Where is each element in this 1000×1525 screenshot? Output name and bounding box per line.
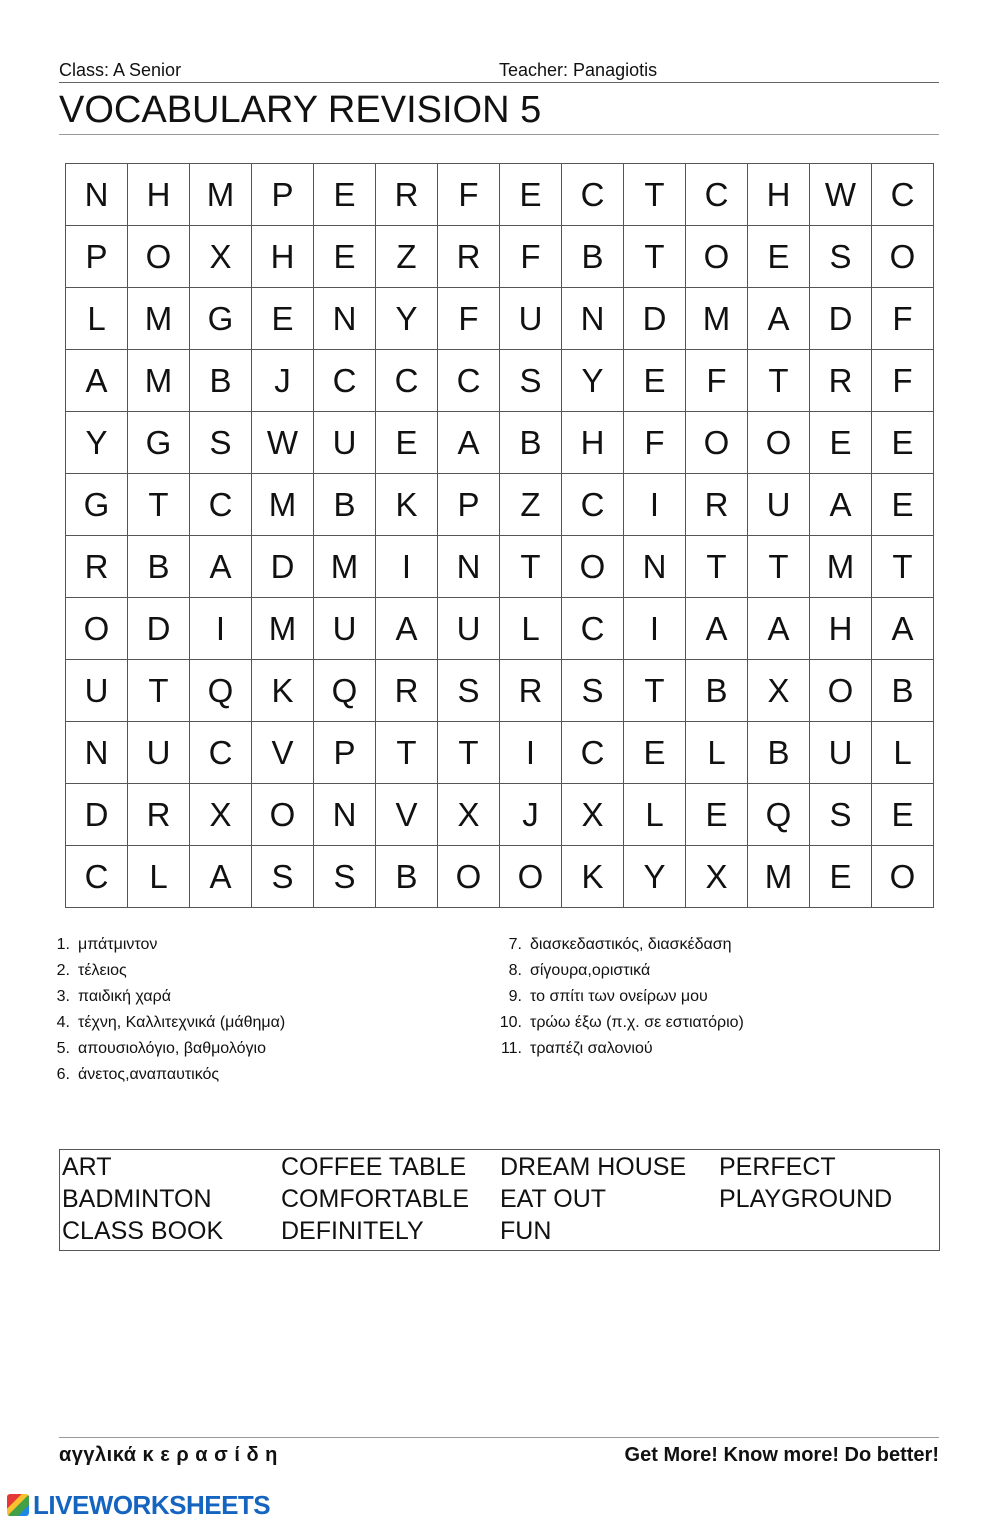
grid-cell[interactable]: O: [748, 412, 810, 474]
grid-row: [66, 412, 934, 474]
grid-cell[interactable]: E: [624, 722, 686, 784]
grid-cell[interactable]: M: [128, 350, 190, 412]
grid-cell[interactable]: X: [190, 226, 252, 288]
grid-cell[interactable]: C: [314, 350, 376, 412]
grid-cell[interactable]: Y: [624, 846, 686, 908]
clue-item: [36, 960, 285, 986]
grid-cell[interactable]: P: [314, 722, 376, 784]
grid-cell[interactable]: U: [438, 598, 500, 660]
word-bank-item: DEFINITELY: [281, 1217, 424, 1245]
grid-cell[interactable]: B: [500, 412, 562, 474]
grid-cell[interactable]: F: [624, 412, 686, 474]
grid-cell[interactable]: H: [562, 412, 624, 474]
grid-cell[interactable]: M: [314, 536, 376, 598]
clue-number: 2.: [56, 962, 70, 979]
grid-row: [66, 350, 934, 412]
grid-cell[interactable]: H: [128, 164, 190, 226]
grid-cell[interactable]: P: [252, 164, 314, 226]
clue-number: 10.: [499, 1014, 522, 1031]
word-bank: [59, 1149, 940, 1251]
grid-cell[interactable]: V: [252, 722, 314, 784]
clue-text: σίγουρα,οριστικά: [530, 962, 651, 979]
grid-cell[interactable]: F: [500, 226, 562, 288]
grid-cell[interactable]: E: [252, 288, 314, 350]
clue-text: τρώω έξω (π.χ. σε εστιατόριο): [530, 1014, 744, 1031]
grid-cell[interactable]: N: [562, 288, 624, 350]
clue-text: μπάτμιντον: [78, 936, 158, 953]
grid-cell[interactable]: F: [872, 350, 934, 412]
grid-cell[interactable]: O: [66, 598, 128, 660]
clue-list-right: [488, 934, 744, 1064]
grid-cell[interactable]: S: [500, 350, 562, 412]
clue-number: 11.: [500, 1040, 522, 1057]
grid-cell[interactable]: E: [810, 412, 872, 474]
grid-cell[interactable]: M: [748, 846, 810, 908]
grid-cell[interactable]: H: [748, 164, 810, 226]
grid-cell[interactable]: S: [810, 226, 872, 288]
clue-item: [488, 1012, 744, 1038]
grid-cell[interactable]: I: [190, 598, 252, 660]
grid-cell[interactable]: T: [624, 226, 686, 288]
grid-cell[interactable]: T: [624, 164, 686, 226]
grid-cell[interactable]: U: [810, 722, 872, 784]
grid-cell[interactable]: C: [562, 722, 624, 784]
grid-cell[interactable]: L: [872, 722, 934, 784]
teacher-label: Teacher: Panagiotis: [499, 60, 658, 80]
word-bank-item: EAT OUT: [500, 1185, 607, 1213]
grid-cell[interactable]: D: [128, 598, 190, 660]
worksheet-title: VOCABULARY REVISION 5: [59, 88, 939, 135]
grid-cell[interactable]: B: [376, 846, 438, 908]
grid-cell[interactable]: C: [872, 164, 934, 226]
grid-cell[interactable]: M: [810, 536, 872, 598]
grid-cell[interactable]: P: [438, 474, 500, 536]
clue-list-left: [36, 934, 285, 1090]
clue-text: τέλειος: [78, 962, 127, 979]
grid-cell[interactable]: S: [252, 846, 314, 908]
grid-cell[interactable]: X: [438, 784, 500, 846]
grid-cell[interactable]: S: [438, 660, 500, 722]
grid-cell[interactable]: O: [810, 660, 872, 722]
clue-number: 8.: [508, 962, 522, 979]
grid-cell[interactable]: N: [438, 536, 500, 598]
footer: [59, 1437, 939, 1472]
word-bank-item: CLASS BOOK: [62, 1217, 224, 1245]
clue-number: 4.: [56, 1014, 70, 1031]
grid-cell[interactable]: O: [252, 784, 314, 846]
grid-row: [66, 536, 934, 598]
grid-cell[interactable]: A: [686, 598, 748, 660]
grid-cell[interactable]: M: [686, 288, 748, 350]
grid-row: [66, 598, 934, 660]
grid-cell[interactable]: C: [562, 474, 624, 536]
grid-cell[interactable]: B: [190, 350, 252, 412]
grid-cell[interactable]: B: [314, 474, 376, 536]
grid-cell[interactable]: G: [190, 288, 252, 350]
logo-text: LIVEWORKSHEETS: [33, 1489, 271, 1520]
grid-cell[interactable]: V: [376, 784, 438, 846]
grid-cell[interactable]: S: [314, 846, 376, 908]
clue-item: [36, 934, 285, 960]
grid-cell[interactable]: O: [500, 846, 562, 908]
grid-cell[interactable]: I: [624, 598, 686, 660]
grid-cell[interactable]: M: [128, 288, 190, 350]
grid-cell[interactable]: K: [376, 474, 438, 536]
clue-text: τέχνη, Καλλιτεχνικά (μάθημα): [78, 1014, 286, 1031]
grid-cell[interactable]: W: [252, 412, 314, 474]
grid-cell[interactable]: M: [252, 598, 314, 660]
grid-cell[interactable]: Q: [748, 784, 810, 846]
grid-cell[interactable]: Z: [500, 474, 562, 536]
grid-cell[interactable]: S: [562, 660, 624, 722]
grid-cell[interactable]: F: [686, 350, 748, 412]
grid-cell[interactable]: O: [686, 412, 748, 474]
grid-cell[interactable]: A: [66, 350, 128, 412]
grid-cell[interactable]: X: [562, 784, 624, 846]
grid-cell[interactable]: Y: [66, 412, 128, 474]
grid-cell[interactable]: E: [314, 226, 376, 288]
grid-cell[interactable]: R: [500, 660, 562, 722]
grid-cell[interactable]: E: [872, 474, 934, 536]
grid-cell[interactable]: B: [872, 660, 934, 722]
clue-item: [36, 986, 285, 1012]
grid-cell[interactable]: L: [128, 846, 190, 908]
liveworksheets-logo[interactable]: [7, 1490, 270, 1520]
grid-cell[interactable]: C: [562, 598, 624, 660]
grid-cell[interactable]: E: [500, 164, 562, 226]
grid-cell[interactable]: N: [314, 784, 376, 846]
grid-cell[interactable]: N: [66, 722, 128, 784]
grid-cell[interactable]: E: [624, 350, 686, 412]
grid-cell[interactable]: Q: [314, 660, 376, 722]
grid-cell[interactable]: F: [872, 288, 934, 350]
clue-number: 9.: [508, 988, 522, 1005]
word-bank-item: FUN: [500, 1217, 552, 1245]
grid-cell[interactable]: A: [190, 846, 252, 908]
grid-cell[interactable]: R: [376, 164, 438, 226]
grid-cell[interactable]: O: [872, 846, 934, 908]
grid-cell[interactable]: E: [810, 846, 872, 908]
clue-item: [36, 1038, 285, 1064]
grid-cell[interactable]: Y: [376, 288, 438, 350]
grid-cell[interactable]: U: [500, 288, 562, 350]
grid-cell[interactable]: K: [562, 846, 624, 908]
clue-item: [488, 934, 744, 960]
word-bank-item: COMFORTABLE: [281, 1185, 469, 1213]
clue-number: 6.: [56, 1066, 70, 1083]
grid-cell[interactable]: N: [66, 164, 128, 226]
clue-item: [36, 1064, 285, 1090]
grid-cell[interactable]: L: [66, 288, 128, 350]
footer-slogan: Get More! Know more! Do better!: [624, 1444, 939, 1466]
grid-cell[interactable]: G: [128, 412, 190, 474]
grid-row: [66, 474, 934, 536]
grid-row: [66, 722, 934, 784]
grid-cell[interactable]: B: [128, 536, 190, 598]
grid-cell[interactable]: Z: [376, 226, 438, 288]
grid-cell[interactable]: R: [438, 226, 500, 288]
grid-cell[interactable]: M: [190, 164, 252, 226]
grid-cell[interactable]: U: [66, 660, 128, 722]
grid-cell[interactable]: E: [872, 784, 934, 846]
footer-left-text: αγγλικά κ ε ρ α σ ί δ η: [59, 1444, 278, 1466]
grid-cell[interactable]: R: [66, 536, 128, 598]
grid-cell[interactable]: H: [252, 226, 314, 288]
grid-cell[interactable]: G: [66, 474, 128, 536]
grid-cell[interactable]: J: [500, 784, 562, 846]
grid-cell[interactable]: I: [376, 536, 438, 598]
grid-cell[interactable]: C: [190, 474, 252, 536]
clue-number: 3.: [56, 988, 70, 1005]
clue-item: [36, 1012, 285, 1038]
grid-cell[interactable]: B: [562, 226, 624, 288]
clue-text: παιδική χαρά: [78, 988, 171, 1005]
grid-cell[interactable]: H: [810, 598, 872, 660]
grid-row: [66, 660, 934, 722]
grid-cell[interactable]: T: [624, 660, 686, 722]
grid-row: [66, 846, 934, 908]
grid-cell[interactable]: K: [252, 660, 314, 722]
grid-cell[interactable]: X: [190, 784, 252, 846]
grid-cell[interactable]: T: [128, 474, 190, 536]
grid-cell[interactable]: D: [624, 288, 686, 350]
grid-cell[interactable]: C: [562, 164, 624, 226]
grid-cell[interactable]: D: [810, 288, 872, 350]
grid-cell[interactable]: E: [686, 784, 748, 846]
class-label: Class: A Senior: [59, 60, 182, 80]
grid-cell[interactable]: U: [314, 412, 376, 474]
grid-cell[interactable]: P: [66, 226, 128, 288]
grid-cell[interactable]: U: [128, 722, 190, 784]
clue-item: [488, 960, 744, 986]
grid-cell[interactable]: E: [748, 226, 810, 288]
clue-text: το σπίτι των ονείρων μου: [530, 988, 708, 1005]
clue-item: [488, 1038, 744, 1064]
grid-cell[interactable]: R: [686, 474, 748, 536]
grid-cell[interactable]: A: [376, 598, 438, 660]
grid-cell[interactable]: A: [190, 536, 252, 598]
grid-cell[interactable]: S: [810, 784, 872, 846]
grid-cell[interactable]: D: [252, 536, 314, 598]
logo-icon: [7, 1494, 29, 1516]
clue-number: 1.: [56, 936, 70, 953]
word-bank-item: BADMINTON: [62, 1185, 212, 1213]
grid-cell[interactable]: W: [810, 164, 872, 226]
grid-row: [66, 288, 934, 350]
word-bank-item: ART: [62, 1153, 112, 1181]
grid-cell[interactable]: C: [686, 164, 748, 226]
grid-cell[interactable]: E: [314, 164, 376, 226]
grid-cell[interactable]: F: [438, 164, 500, 226]
grid-cell[interactable]: E: [376, 412, 438, 474]
grid-cell[interactable]: L: [624, 784, 686, 846]
grid-cell[interactable]: O: [562, 536, 624, 598]
grid-cell[interactable]: T: [748, 536, 810, 598]
grid-cell[interactable]: U: [748, 474, 810, 536]
grid-row: [66, 784, 934, 846]
grid-cell[interactable]: T: [128, 660, 190, 722]
grid-cell[interactable]: M: [252, 474, 314, 536]
grid-cell[interactable]: C: [66, 846, 128, 908]
grid-cell[interactable]: C: [190, 722, 252, 784]
grid-cell[interactable]: A: [748, 288, 810, 350]
grid-cell[interactable]: T: [748, 350, 810, 412]
grid-cell[interactable]: B: [686, 660, 748, 722]
grid-cell[interactable]: I: [624, 474, 686, 536]
grid-cell[interactable]: R: [128, 784, 190, 846]
grid-cell[interactable]: O: [128, 226, 190, 288]
word-bank-item: COFFEE TABLE: [281, 1153, 467, 1181]
grid-cell[interactable]: N: [314, 288, 376, 350]
grid-row: [66, 164, 934, 226]
grid-cell[interactable]: T: [376, 722, 438, 784]
grid-cell[interactable]: A: [872, 598, 934, 660]
grid-cell[interactable]: A: [810, 474, 872, 536]
word-bank-item: DREAM HOUSE: [500, 1153, 687, 1181]
grid-cell[interactable]: L: [686, 722, 748, 784]
clue-item: [488, 986, 744, 1012]
grid-cell[interactable]: N: [624, 536, 686, 598]
grid-cell[interactable]: R: [810, 350, 872, 412]
grid-cell[interactable]: T: [500, 536, 562, 598]
grid-cell[interactable]: I: [500, 722, 562, 784]
grid-cell[interactable]: Q: [190, 660, 252, 722]
grid-cell[interactable]: Y: [562, 350, 624, 412]
grid-cell[interactable]: T: [686, 536, 748, 598]
clue-text: διασκεδαστικός, διασκέδαση: [530, 936, 732, 953]
grid-cell[interactable]: L: [500, 598, 562, 660]
grid-cell[interactable]: T: [872, 536, 934, 598]
grid-cell[interactable]: S: [190, 412, 252, 474]
grid-cell[interactable]: A: [438, 412, 500, 474]
clue-number: 7.: [508, 936, 522, 953]
grid-cell[interactable]: O: [872, 226, 934, 288]
word-bank-item: PERFECT: [719, 1153, 836, 1181]
grid-cell[interactable]: O: [686, 226, 748, 288]
grid-cell[interactable]: F: [438, 288, 500, 350]
grid-cell[interactable]: B: [748, 722, 810, 784]
header-row: [59, 58, 939, 83]
clue-text: απουσιολόγιο, βαθμολόγιο: [78, 1040, 267, 1057]
grid-row: [66, 226, 934, 288]
grid-cell[interactable]: U: [314, 598, 376, 660]
clue-number: 5.: [56, 1040, 70, 1057]
clue-text: άνετος,αναπαυτικός: [78, 1066, 220, 1083]
grid-cell[interactable]: D: [66, 784, 128, 846]
grid-cell[interactable]: X: [686, 846, 748, 908]
grid-cell[interactable]: A: [748, 598, 810, 660]
word-bank-item: PLAYGROUND: [719, 1185, 893, 1213]
grid-cell[interactable]: E: [872, 412, 934, 474]
word-search-grid: [65, 163, 934, 908]
grid-cell[interactable]: R: [376, 660, 438, 722]
grid-cell[interactable]: C: [438, 350, 500, 412]
grid-cell[interactable]: X: [748, 660, 810, 722]
grid-cell[interactable]: T: [438, 722, 500, 784]
clue-text: τραπέζι σαλονιού: [530, 1040, 653, 1057]
grid-cell[interactable]: J: [252, 350, 314, 412]
grid-cell[interactable]: O: [438, 846, 500, 908]
grid-cell[interactable]: C: [376, 350, 438, 412]
